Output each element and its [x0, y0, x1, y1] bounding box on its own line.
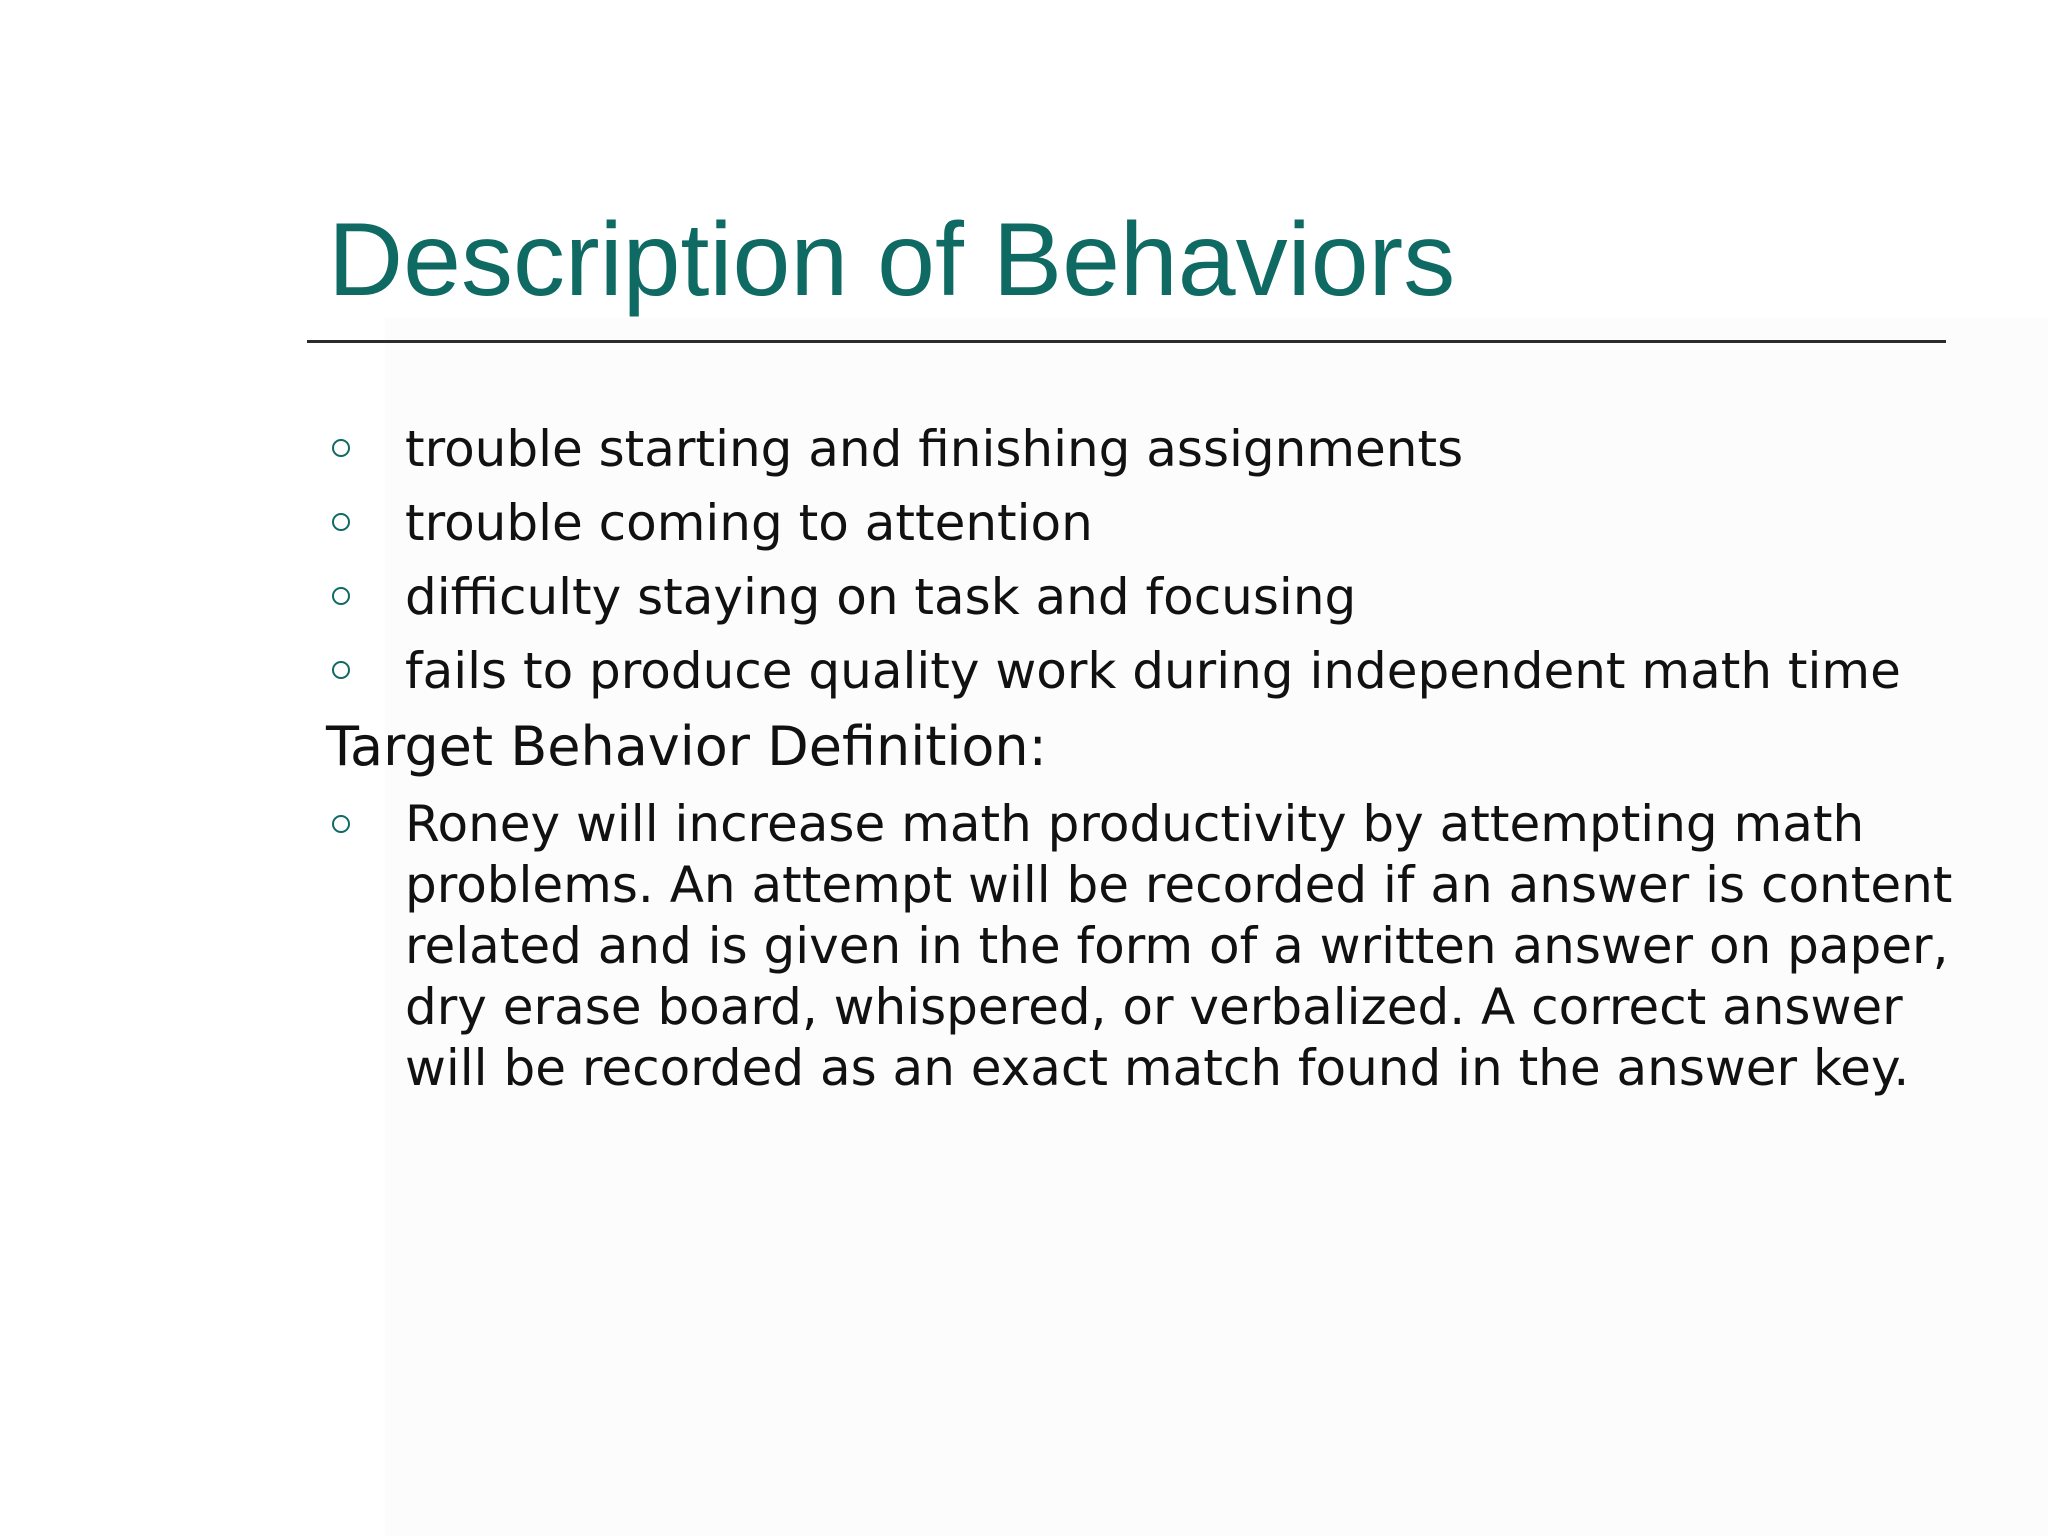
title-divider	[307, 340, 1946, 343]
hollow-circle-bullet-icon	[332, 513, 350, 531]
behavior-text: fails to produce quality work during independent math time	[405, 642, 1901, 700]
list-item	[326, 794, 1966, 1099]
behavior-text: trouble starting and finishing assignments	[405, 420, 1464, 478]
behavior-text: difficulty staying on task and focusing	[405, 568, 1357, 626]
list-item	[326, 640, 1966, 702]
hollow-circle-bullet-icon	[332, 661, 350, 679]
behavior-list	[326, 418, 1966, 702]
list-item	[326, 566, 1966, 628]
list-item	[326, 418, 1966, 480]
behavior-text: trouble coming to attention	[405, 494, 1093, 552]
list-item	[326, 492, 1966, 554]
definition-text: Roney will increase math productivity by attempting math problems. An attempt will be recorded if an answer is content related and is given in the form of a written answer on paper, dry erase board, whispered, or verbalized. A correct answer will be recorded as an exact match found in the answer key.	[405, 795, 1953, 1097]
slide-title: Description of Behaviors	[328, 202, 1456, 318]
definition-heading: Target Behavior Definition:	[326, 715, 1047, 778]
hollow-circle-bullet-icon	[332, 815, 350, 833]
slide-body	[326, 418, 1966, 1111]
hollow-circle-bullet-icon	[332, 587, 350, 605]
hollow-circle-bullet-icon	[332, 439, 350, 457]
definition-list	[326, 794, 1966, 1099]
